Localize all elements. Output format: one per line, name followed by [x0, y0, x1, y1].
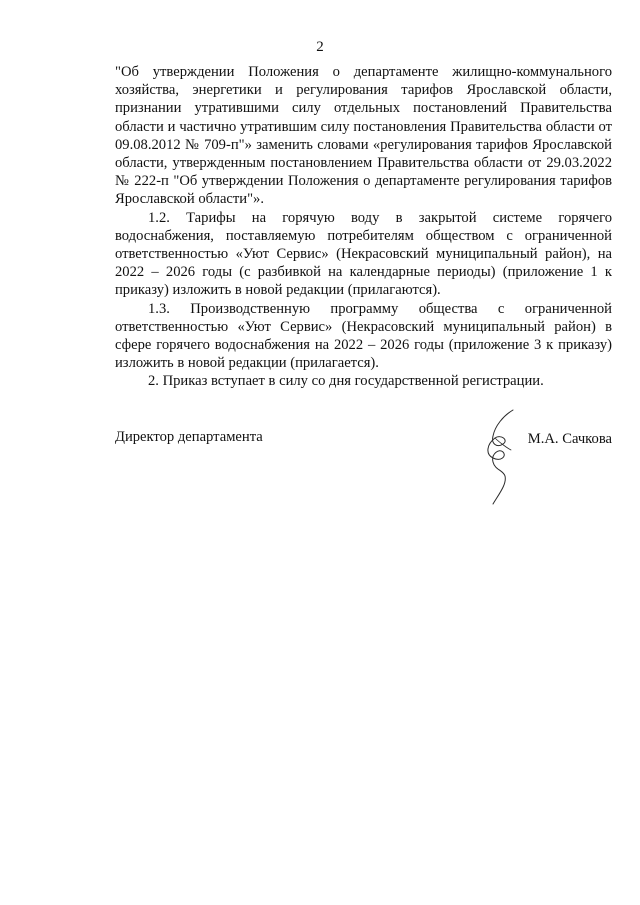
- signatory-title: Директор департамента: [115, 429, 263, 445]
- paragraph-item-1-2: 1.2. Тарифы на горячую воду в закрытой системе горячего водоснабжения, поставляемую потребителям обществом с ограниченной ответственностью «Уют Сервис» (Некрасовский муниципальный район), на 2022 – 2026 годы (с разбивкой на календарные периоды) (приложение 1 к приказу) изложить в новой редакции (прилагаются).: [115, 209, 612, 299]
- paragraph-item-2: 2. Приказ вступает в силу со дня государственной регистрации.: [148, 373, 544, 390]
- page-number: 2: [316, 39, 324, 55]
- paragraph-item-1-3: 1.3. Производственную программу общества с ограниченной ответственностью «Уют Сервис» (Некрасовский муниципальный район) в сфере горячего водоснабжения на 2022 – 2026 годы (приложение 3 к приказу) изложить в новой редакции (прилагается).: [115, 300, 612, 372]
- paragraph-continuation: "Об утверждении Положения о департаменте жилищно-коммунального хозяйства, энергетики и регулирования тарифов Ярославской области, признании утратившими силу отдельных постановлений Правительства области и частично утратившим силу постановления Правительства области от 09.08.2012 № 709-п"» заменить словами «регулирования тарифов Ярославской области, утвержденным постановлением Правительства области от 29.03.2022 № 222-п "Об утверждении Положения о департаменте регулирования тарифов Ярославской области"».: [115, 64, 612, 208]
- handwritten-signature: [473, 408, 533, 508]
- document-body: [115, 63, 612, 391]
- signature-block: [115, 428, 612, 528]
- signatory-name: М.А. Сачкова: [527, 431, 612, 447]
